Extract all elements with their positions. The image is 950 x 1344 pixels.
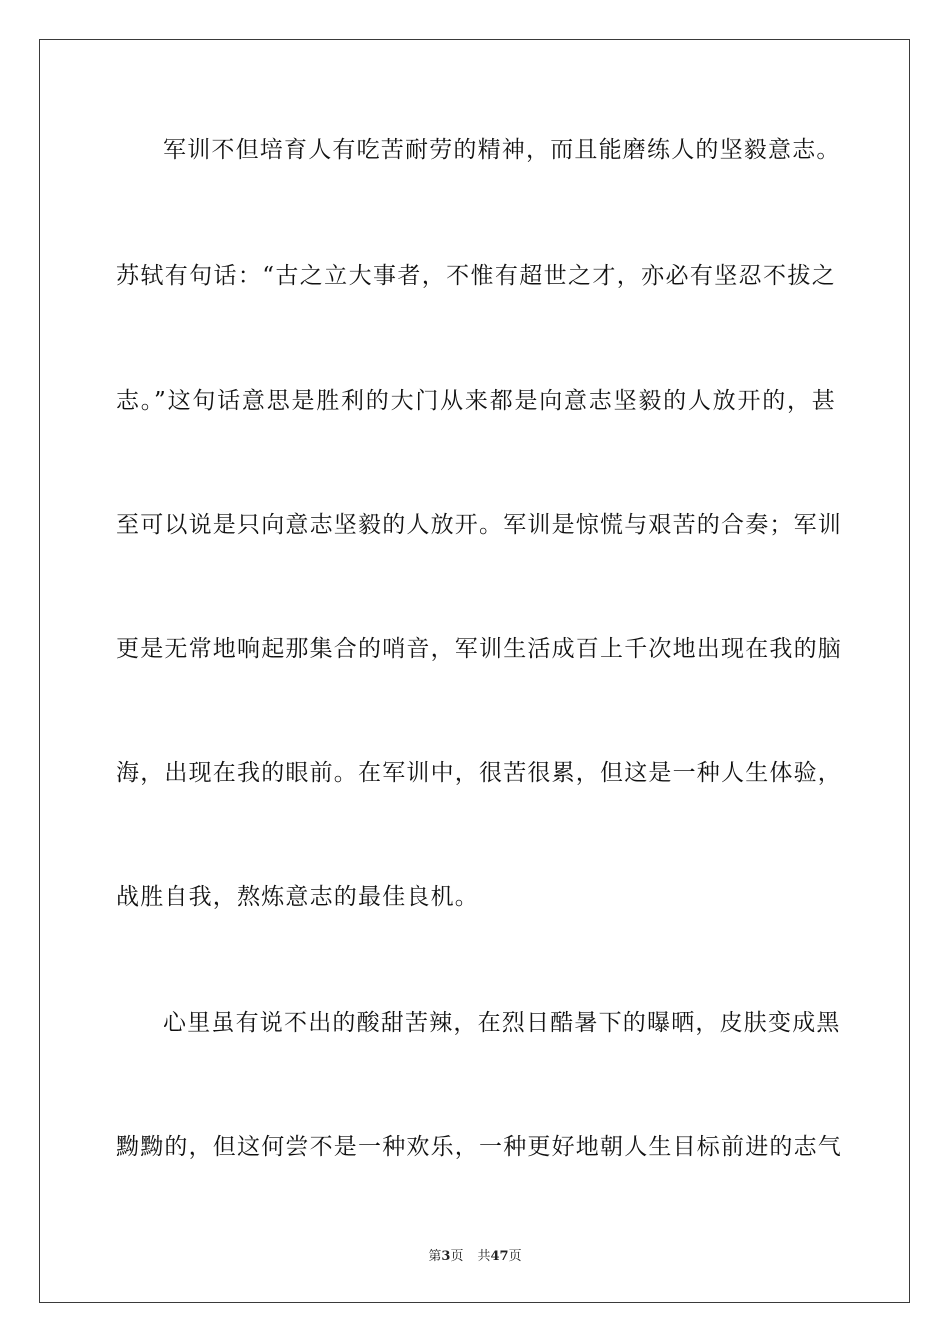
total-prefix: 共 <box>477 1249 491 1264</box>
paragraph-line-9: 黝黝的，但这何尝不是一种欢乐，一种更好地朝人生目标前进的志气 <box>116 1134 842 1160</box>
paragraph-line-1: 军训不但培育人有吃苦耐劳的精神，而且能磨练人的坚毅意志。 <box>163 137 841 163</box>
page-suffix: 页 <box>450 1249 464 1264</box>
page-number: 3 <box>441 1249 451 1264</box>
total-pages: 47 <box>490 1249 509 1264</box>
paragraph-line-8: 心里虽有说不出的酸甜苦辣，在烈日酷暑下的曝晒，皮肤变成黑 <box>163 1010 841 1036</box>
paragraph-line-4: 至可以说是只向意志坚毅的人放开。军训是惊慌与艰苦的合奏；军训 <box>116 512 842 538</box>
page-prefix: 第 <box>428 1249 442 1264</box>
total-suffix: 页 <box>508 1249 522 1264</box>
paragraph-line-3: 志。”这句话意思是胜利的大门从来都是向意志坚毅的人放开的，甚 <box>116 388 836 414</box>
page-border <box>39 39 910 1303</box>
paragraph-line-7: 战胜自我，熬炼意志的最佳良机。 <box>116 884 479 910</box>
paragraph-line-6: 海，出现在我的眼前。在军训中，很苦很累，但这是一种人生体验， <box>116 760 842 786</box>
page-footer <box>0 1248 950 1266</box>
paragraph-line-5: 更是无常地响起那集合的哨音，军训生活成百上千次地出现在我的脑 <box>116 636 842 662</box>
paragraph-line-2: 苏轼有句话：“古之立大事者，不惟有超世之才，亦必有坚忍不拔之 <box>116 263 836 289</box>
